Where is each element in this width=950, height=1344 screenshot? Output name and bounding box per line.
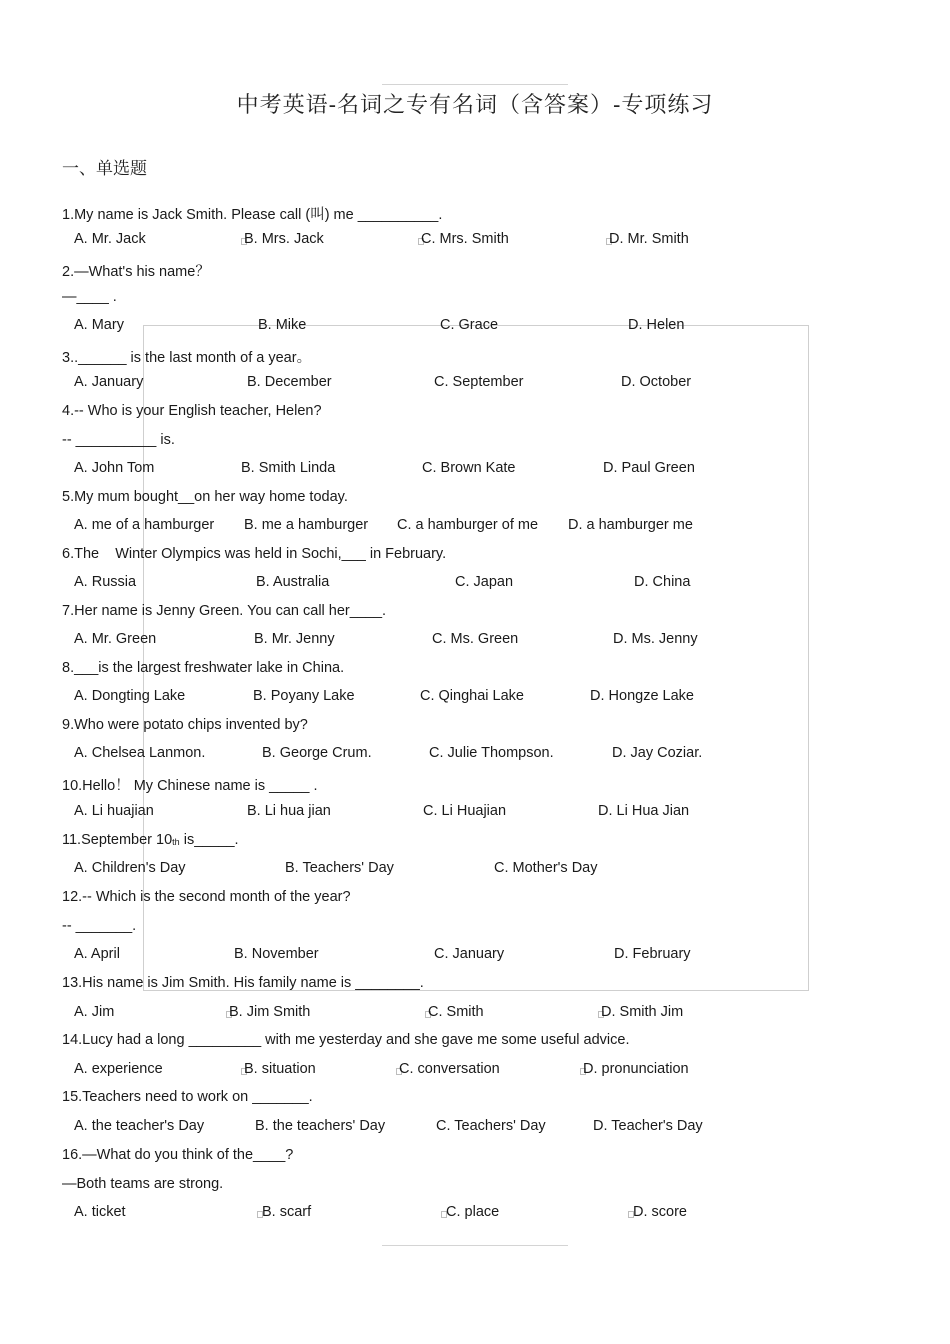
page-title: 中考英语-名词之专有名词（含答案）-专项练习 — [236, 93, 714, 118]
q1-option-b: B. Mrs. Jack — [244, 231, 324, 247]
q13-option-a: A. Jim — [74, 1004, 115, 1020]
q7-option-d: D. Ms. Jenny — [613, 631, 698, 647]
q15-option-c: C. Teachers' Day — [436, 1118, 546, 1134]
q13-option-c: C. Smith — [428, 1004, 484, 1020]
question-7-text: 7.Her name is Jenny Green. You can call her____. — [62, 603, 387, 619]
q9-option-d: D. Jay Coziar. — [612, 745, 703, 761]
q16-option-c: C. place — [446, 1204, 500, 1220]
q4-option-c: C. Brown Kate — [422, 460, 516, 476]
q10-option-c: C. Li Huajian — [423, 803, 507, 819]
q2-option-a: A. Mary — [74, 317, 124, 333]
q3-option-b: B. December — [247, 374, 332, 390]
q15-option-a: A. the teacher's Day — [74, 1118, 205, 1134]
q14-option-c: C. conversation — [399, 1061, 500, 1077]
q14-option-b: B. situation — [244, 1061, 316, 1077]
q4-option-b: B. Smith Linda — [241, 460, 336, 476]
question-8-text: 8.___is the largest freshwater lake in China. — [62, 660, 345, 676]
q8-option-d: D. Hongze Lake — [590, 688, 694, 704]
q6-option-c: C. Japan — [455, 574, 514, 590]
q9-option-b: B. George Crum. — [262, 745, 372, 761]
q15-option-b: B. the teachers' Day — [255, 1118, 386, 1134]
footer-rule — [382, 1245, 568, 1246]
question-12-answer-line: -- _______. — [62, 918, 137, 934]
q11-option-a: A. Children's Day — [74, 860, 186, 876]
question-2-answer-line: —____ . — [62, 289, 117, 305]
question-16-answer-line: —Both teams are strong. — [62, 1176, 224, 1192]
section-heading: 一、单选题 — [62, 159, 147, 179]
q13-option-d: D. Smith Jim — [601, 1004, 684, 1020]
question-6-text: 6.The Winter Olympics was held in Sochi,___ in February. — [62, 546, 447, 562]
question-5-text: 5.My mum bought__on her way home today. — [62, 489, 348, 505]
q9-option-a: A. Chelsea Lanmon. — [74, 745, 206, 761]
q2-option-c: C. Grace — [440, 317, 499, 333]
q6-option-d: D. China — [634, 574, 691, 590]
q16-option-a: A. ticket — [74, 1204, 126, 1220]
question-1-text: 1.My name is Jack Smith. Please call (叫) me __________. — [62, 207, 443, 223]
q14-option-a: A. experience — [74, 1061, 163, 1077]
q8-option-c: C. Qinghai Lake — [420, 688, 524, 704]
q6-option-a: A. Russia — [74, 574, 137, 590]
question-9-text: 9.Who were potato chips invented by? — [62, 717, 308, 733]
q12-option-b: B. November — [234, 946, 319, 962]
question-3-text: 3..______ is the last month of a year。 — [62, 350, 312, 366]
q5-option-a: A. me of a hamburger — [74, 517, 215, 533]
q16-option-d: D. score — [633, 1204, 687, 1220]
q7-option-b: B. Mr. Jenny — [254, 631, 335, 647]
question-16-text: 16.—What do you think of the____? — [62, 1147, 294, 1163]
q7-option-c: C. Ms. Green — [432, 631, 519, 647]
q7-option-a: A. Mr. Green — [74, 631, 157, 647]
q13-option-b: B. Jim Smith — [229, 1004, 311, 1020]
q3-option-c: C. September — [434, 374, 524, 390]
q5-option-c: C. a hamburger of me — [397, 517, 539, 533]
q2-option-b: B. Mike — [258, 317, 307, 333]
q11-option-b: B. Teachers' Day — [285, 860, 394, 876]
q10-option-a: A. Li huajian — [74, 803, 154, 819]
q15-option-d: D. Teacher's Day — [593, 1118, 703, 1134]
q16-option-b: B. scarf — [262, 1204, 312, 1220]
q5-option-b: B. me a hamburger — [244, 517, 369, 533]
q1-option-d: D. Mr. Smith — [609, 231, 689, 247]
q11-option-c: C. Mother's Day — [494, 860, 598, 876]
question-4-answer-line: -- __________ is. — [62, 432, 175, 448]
q2-option-d: D. Helen — [628, 317, 685, 333]
q6-option-b: B. Australia — [256, 574, 330, 590]
question-14-text: 14.Lucy had a long _________ with me yesterday and she gave me some useful advice. — [62, 1032, 630, 1048]
q3-option-d: D. October — [621, 374, 692, 390]
q3-option-a: A. January — [74, 374, 144, 390]
q10-option-b: B. Li hua jian — [247, 803, 331, 819]
q14-option-d: D. pronunciation — [583, 1061, 689, 1077]
q8-option-a: A. Dongting Lake — [74, 688, 186, 704]
question-11-text: 11.September $10_{th}$ is_____. — [62, 832, 239, 848]
q8-option-b: B. Poyany Lake — [253, 688, 355, 704]
question-2-text: 2.—What's his name？ — [62, 264, 210, 280]
q10-option-d: D. Li Hua Jian — [598, 803, 690, 819]
q4-option-a: A. John Tom — [74, 460, 155, 476]
question-15-text: 15.Teachers need to work on _______. — [62, 1089, 313, 1105]
q1-option-a: A. Mr. Jack — [74, 231, 146, 247]
q4-option-d: D. Paul Green — [603, 460, 695, 476]
header-rule — [382, 84, 568, 85]
q12-option-d: D. February — [614, 946, 691, 962]
question-10-text: 10.Hello！ My Chinese name is _____ . — [62, 778, 318, 794]
q12-option-c: C. January — [434, 946, 505, 962]
q9-option-c: C. Julie Thompson. — [429, 745, 554, 761]
question-13-text: 13.His name is Jim Smith. His family name is ________. — [62, 975, 424, 991]
q12-option-a: A. April — [74, 946, 120, 962]
question-12-text: 12.-- Which is the second month of the year? — [62, 889, 351, 905]
q5-option-d: D. a hamburger me — [568, 517, 693, 533]
question-4-text: 4.-- Who is your English teacher, Helen? — [62, 403, 322, 419]
q1-option-c: C. Mrs. Smith — [421, 231, 509, 247]
